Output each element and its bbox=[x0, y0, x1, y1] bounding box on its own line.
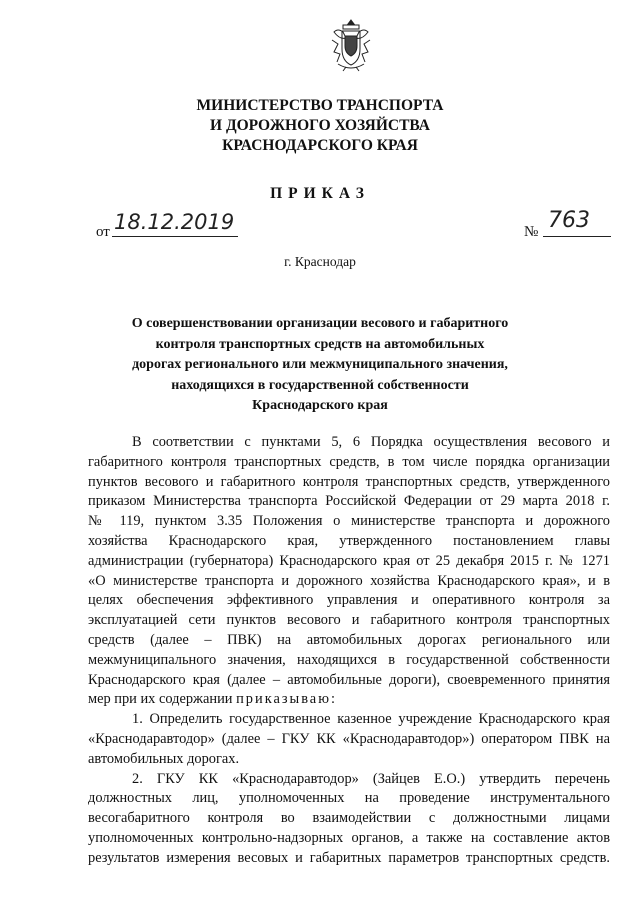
paragraph-line: приказом Министерства транспорта Российской Федерации от 29 марта 2018 г. bbox=[88, 493, 610, 510]
ministry-name bbox=[0, 96, 640, 156]
number-label: № bbox=[524, 224, 539, 240]
date-label: от bbox=[96, 224, 110, 240]
paragraph-line: 2. ГКУ КК «Краснодаравтодор» (Зайцев Е.О.) утвердить перечень bbox=[132, 770, 610, 787]
paragraph-line: Краснодарского края (далее – автомобильные дороги), своевременного принятия bbox=[88, 671, 610, 688]
paragraph-line: эксплуатацией сети пунктов весового и габаритного контроля транспортных bbox=[88, 612, 610, 629]
paragraph-line: хозяйства Краснодарского края, утвержденного постановлением главы bbox=[88, 532, 610, 549]
order-prefix: мер при их содержании bbox=[88, 691, 237, 708]
document-body bbox=[88, 433, 610, 869]
paragraph-line: администрации (губернатора) Краснодарского края от 25 декабря 2015 г. № 1271 bbox=[88, 552, 610, 569]
paragraph-line: «Краснодаравтодор» (далее – ГКУ КК «Краснодаравтодор») оператором ПВК на bbox=[88, 730, 610, 747]
paragraph-line: должностных лиц, уполномоченных на проведение инструментального bbox=[88, 790, 610, 807]
title-line: Краснодарского края bbox=[252, 398, 388, 413]
title-line: О совершенствовании организации весового и габаритного bbox=[131, 316, 509, 331]
ministry-line: И ДОРОЖНОГО ХОЗЯЙСТВА bbox=[210, 117, 430, 134]
document-title bbox=[0, 314, 640, 417]
title-line: находящихся в государственной собственности bbox=[171, 377, 469, 393]
document-type: ПРИКАЗ bbox=[270, 185, 370, 202]
paragraph-line: результатов измерения весовых и габаритных параметров транспортных средств. bbox=[88, 849, 610, 866]
paragraph-line: пунктов весового и габаритного контроля транспортных средств, утвержденного bbox=[88, 473, 610, 490]
paragraph-line bbox=[88, 690, 610, 710]
ministry-line: КРАСНОДАРСКОГО КРАЯ bbox=[222, 137, 418, 154]
number-underline bbox=[543, 236, 611, 237]
city: г. Краснодар bbox=[284, 254, 356, 269]
paragraph-line: уполномоченных контрольно-надзорных органов, а также на составление актов bbox=[88, 829, 610, 846]
title-line: дорогах регионального или межмуниципального значения, bbox=[132, 357, 508, 372]
paragraph-line: 1. Определить государственное казенное учреждение Краснодарского края bbox=[132, 711, 610, 728]
coat-of-arms-icon bbox=[328, 18, 374, 72]
paragraph-line: весогабаритного контроля во взаимодействии с должностными лицами bbox=[88, 810, 610, 827]
handwritten-date: 18.12.2019 bbox=[114, 210, 235, 234]
paragraph-line: «О министерстве транспорта и дорожного хозяйства Краснодарского края», и в bbox=[88, 572, 610, 589]
handwritten-number: 763 bbox=[548, 208, 590, 233]
title-line: контроля транспортных средств на автомобильных bbox=[155, 336, 485, 352]
paragraph-line: целях обеспечения эффективного управления и оперативного контроля за bbox=[88, 592, 610, 609]
paragraph-line: № 119, пунктом 3.35 Положения о министерстве транспорта и дорожного bbox=[88, 513, 610, 530]
ministry-line: МИНИСТЕРСТВО ТРАНСПОРТА bbox=[196, 97, 444, 114]
paragraph-line: автомобильных дорогах. bbox=[88, 750, 240, 767]
order-word: приказываю: bbox=[236, 691, 337, 708]
paragraph-line: средств (далее – ПВК) на автомобильных дорогах регионального или bbox=[88, 631, 610, 648]
paragraph-line: габаритного контроля транспортных средств, в том числе порядка организации bbox=[88, 453, 610, 470]
paragraph-line: межмуниципального значения, находящихся в государственной собственности bbox=[88, 651, 610, 668]
paragraph-line: В соответствии с пунктами 5, 6 Порядка осуществления весового и bbox=[132, 434, 610, 450]
date-underline bbox=[112, 236, 238, 237]
